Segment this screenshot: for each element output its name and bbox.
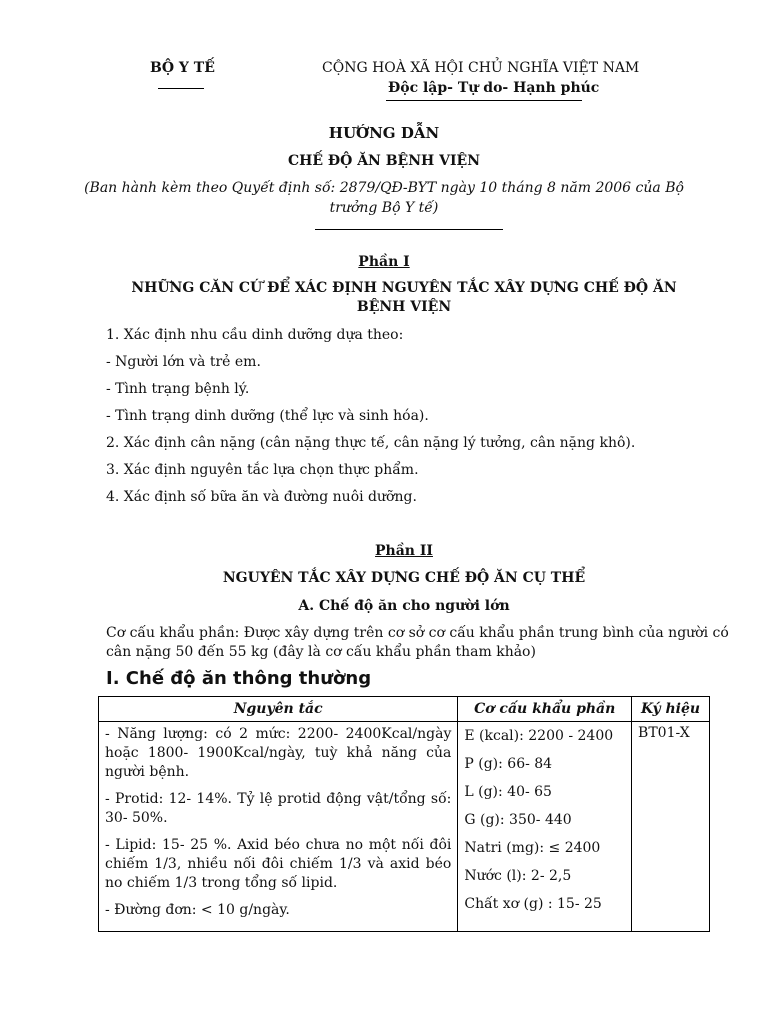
part1-label: Phần I [358,254,410,270]
composition-item: Nước (l): 2- 2,5 [464,868,572,884]
composition-cell [458,722,632,932]
composition-item: Natri (mg): ≤ 2400 [464,840,601,856]
diet-table [98,696,710,932]
title-divider [315,229,503,230]
code-cell: BT01-X [632,722,710,932]
part2-subheading: A. Chế độ ăn cho người lớn [298,598,510,614]
composition-item: Chất xơ (g) : 15- 25 [464,896,602,912]
document-title: HƯỚNG DẪN [328,124,440,142]
table-header-row [99,697,710,722]
decree-line-2: trưởng Bộ Y tế) [329,200,439,216]
composition-item: G (g): 350- 440 [464,812,572,828]
republic-name: CỘNG HOÀ XÃ HỘI CHỦ NGHĨA VIỆT NAM [322,60,640,76]
part1-item: - Người lớn và trẻ em. [106,354,261,370]
part1-item: 1. Xác định nhu cầu dinh dưỡng dựa theo: [106,327,404,343]
header-principles: Nguyên tắc [99,697,458,722]
part1-item: 3. Xác định nguyên tắc lựa chọn thực phẩm. [106,462,419,478]
part1-item: - Tình trạng dinh dưỡng (thể lực và sinh hóa). [106,408,429,424]
part1-item: 4. Xác định số bữa ăn và đường nuôi dưỡng. [106,489,417,505]
part2-label: Phần II [375,543,433,559]
header-code: Ký hiệu [632,697,710,722]
principle-item: - Protid: 12- 14%. Tỷ lệ protid động vật/tổng số: 30- 50%. [105,791,452,826]
section-title: I. Chế độ ăn thông thường [106,668,372,689]
part2-intro-line-2: cân nặng 50 đến 55 kg (đây là cơ cấu khẩu phần tham khảo) [106,644,536,660]
principle-item: - Lipid: 15- 25 %. Axid béo chưa no một nối đôi chiếm 1/3, nhiều nối đôi chiếm 1/3 và axid béo no chiếm 1/3 trong tổng số lipid. [105,837,452,891]
ministry-underline [158,88,204,89]
composition-item: E (kcal): 2200 - 2400 [464,728,614,744]
ministry-name: BỘ Y TẾ [150,60,215,76]
document-subtitle: CHẾ ĐỘ ĂN BỆNH VIỆN [287,153,481,169]
part1-item: 2. Xác định cân nặng (cân nặng thực tế, cân nặng lý tưởng, cân nặng khô). [106,435,636,451]
national-motto: Độc lập- Tự do- Hạnh phúc [388,80,600,96]
principle-item: - Năng lượng: có 2 mức: 2200- 2400Kcal/ngày hoặc 1800- 1900Kcal/ngày, tuỳ khả năng của người bệnh. [105,726,452,780]
part2-heading: NGUYÊN TẮC XÂY DỰNG CHẾ ĐỘ ĂN CỤ THỂ [222,570,586,586]
part2-intro-line-1: Cơ cấu khẩu phần: Được xây dựng trên cơ sở cơ cấu khẩu phần trung bình của người có [106,625,729,641]
principles-cell [99,722,458,932]
part1-heading-line-2: BỆNH VIỆN [356,299,452,315]
table-row [99,722,710,932]
decree-line-1: (Ban hành kèm theo Quyết định số: 2879/QĐ-BYT ngày 10 tháng 8 năm 2006 của Bộ [84,180,684,196]
header-composition: Cơ cấu khẩu phần [458,697,632,722]
part1-heading-line-1: NHỮNG CĂN CỨ ĐỂ XÁC ĐỊNH NGUYÊN TẮC XÂY DỰNG CHẾ ĐỘ ĂN [131,280,677,296]
motto-underline [386,100,582,101]
composition-item: P (g): 66- 84 [464,756,553,772]
part1-item: - Tình trạng bệnh lý. [106,381,250,397]
composition-item: L (g): 40- 65 [464,784,552,800]
principle-item: - Đường đơn: < 10 g/ngày. [105,902,290,918]
